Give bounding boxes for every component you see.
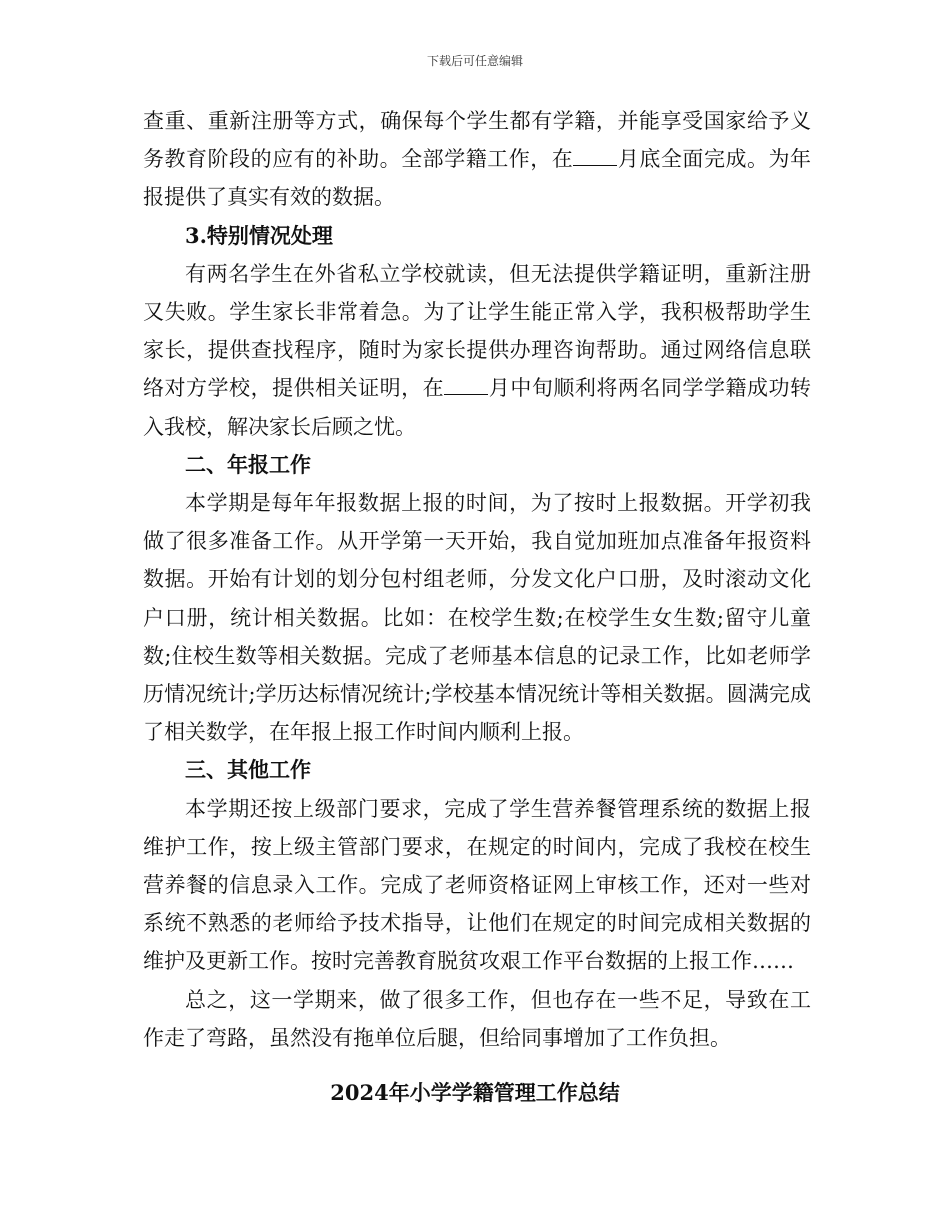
paragraph-intro	[143, 102, 811, 217]
blank-line	[444, 376, 488, 396]
heading-annual-report: 二、年报工作	[185, 451, 311, 477]
paragraph-other-work: 本学期还按上级部门要求，完成了学生营养餐管理系统的数据上报维护工作，按上级主管部门要求，在规定的时间内，完成了我校在校生营养餐的信息录入工作。完成了老师资格证网上审核工作，还对一些对系统不熟悉的老师给予技术指导，让他们在规定的时间完成相关数据的维护及更新工作。按时完善教育脱贫攻艰工作平台数据的上报工作……	[143, 796, 811, 974]
document-body	[143, 102, 811, 1057]
intro-text-1: 查重、重新注册等方式，确保每个学生都有学籍，并能享受国家给予义务教育阶段的应有的补助。全部学籍工作，在	[143, 109, 811, 172]
page-header: 下载后可任意编辑	[426, 54, 523, 68]
intro-text-2: 月底全面完成。为年报提供了真实有效的数据。	[143, 147, 812, 210]
heading-special-cases: 3.特别情况处理	[185, 222, 333, 248]
blank-line	[573, 146, 617, 166]
special-text-2: 月中旬顺利将两名同学学籍成功转入我校，解决家长后顾之忧。	[143, 376, 812, 439]
paragraph-annual-report: 本学期是每年年报数据上报的时间，为了按时上报数据。开学初我做了很多准备工作。从开学第一天开始，我自觉加班加点准备年报资料数据。开始有计划的划分包村组老师，分发文化户口册，及时滚动文化户口册，统计相关数据。比如：在校学生数;在校学生女生数;留守儿童数;住校生数等相关数据。完成了老师基本信息的记录工作，比如老师学历情况统计;学历达标情况统计;学校基本情况统计等相关数据。圆满完成了相关数学，在年报上报工作时间内顺利上报。	[143, 491, 811, 745]
special-text-1: 有两名学生在外省私立学校就读，但无法提供学籍证明，重新注册又失败。学生家长非常着急。为了让学生能正常入学，我积极帮助学生家长，提供查找程序，随时为家长提供办理咨询帮助。通过网络信息联络对方学校，提供相关证明，在	[143, 261, 811, 401]
heading-other-work: 三、其他工作	[185, 757, 311, 783]
next-document-title: 2024年小学学籍管理工作总结	[330, 1080, 620, 1105]
paragraph-summary: 总之，这一学期来，做了很多工作，但也存在一些不足，导致在工作走了弯路，虽然没有拖单位后腿，但给同事增加了工作负担。	[143, 987, 811, 1050]
paragraph-special-cases	[143, 255, 811, 446]
